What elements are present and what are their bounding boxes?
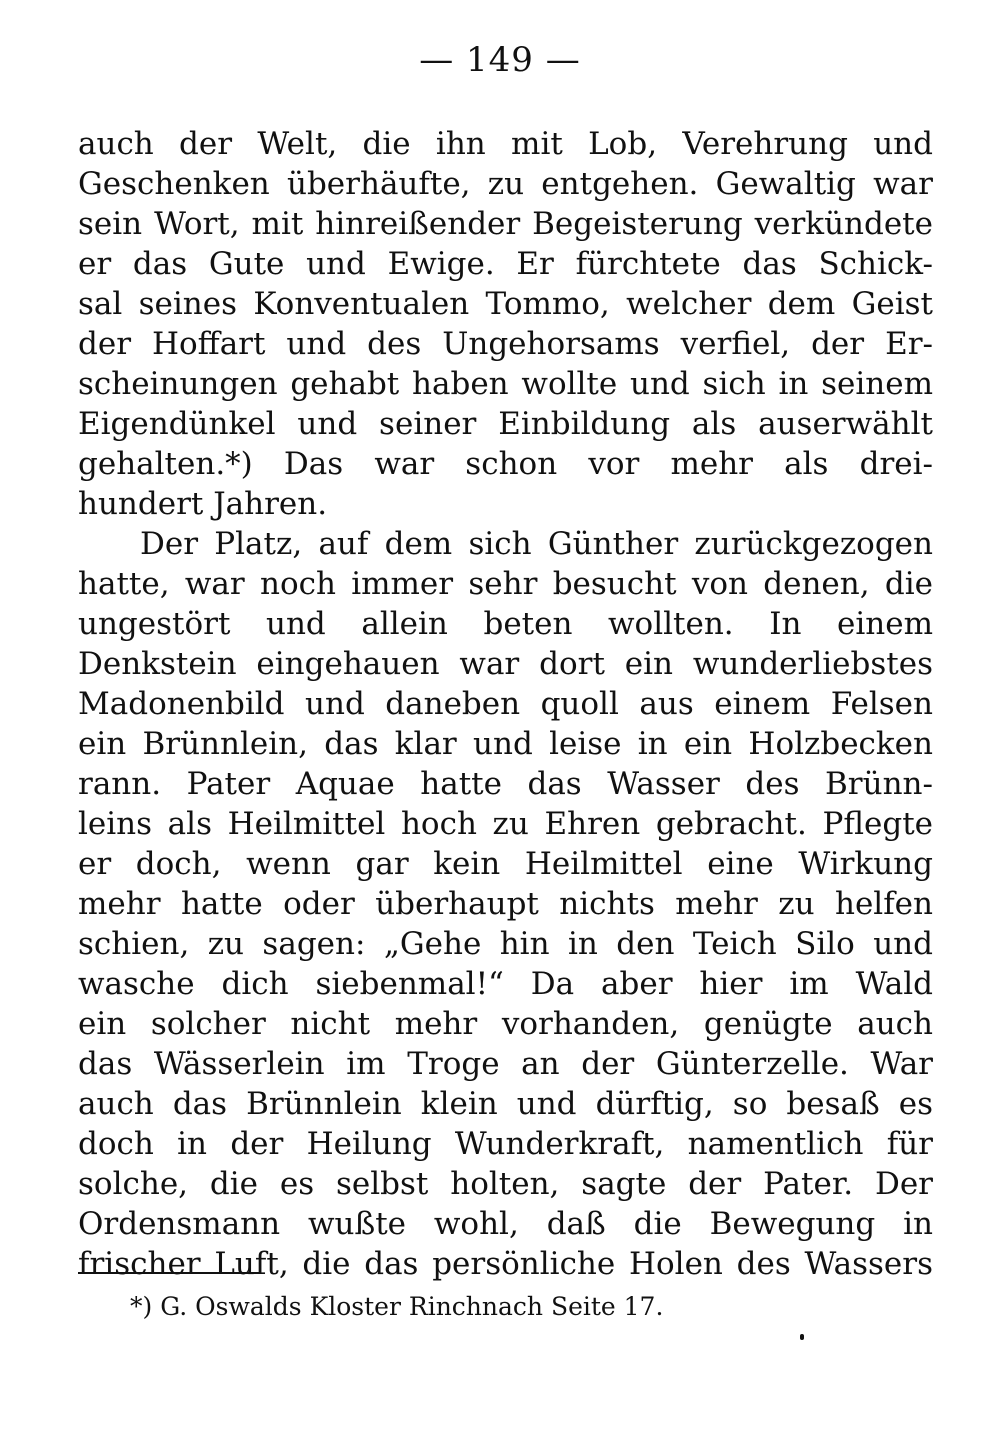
text-line: Denkstein eingehauen war dort ein wunderliebstes: [78, 646, 933, 682]
text-line: rann. Pater Aquae hatte das Wasser des Brünn-: [78, 766, 933, 802]
text-line: der Hoffart und des Ungehorsams verfiel, der Er-: [78, 326, 933, 362]
text-line: er doch, wenn gar kein Heilmittel eine Wirkung: [78, 846, 933, 882]
text-line: scheinungen gehabt haben wollte und sich in seinem: [78, 366, 933, 402]
text-line: gehalten.*) Das war schon vor mehr als drei-: [78, 446, 933, 482]
text-line: sein Wort, mit hinreißender Begeisterung verkündete: [78, 206, 933, 242]
page-number: — 149 —: [419, 40, 581, 80]
text-line: mehr hatte oder überhaupt nichts mehr zu helfen: [78, 886, 933, 922]
text-line: Der Platz, auf dem sich Günther zurückgezogen: [140, 526, 933, 562]
text-line: ungestört und allein beten wollten. In einem: [78, 606, 933, 642]
text-line: sal seines Konventualen Tommo, welcher dem Geist: [78, 286, 933, 322]
footnote: *) G. Oswalds Kloster Rinchnach Seite 17.: [130, 1292, 664, 1321]
ink-speck: [800, 1334, 804, 1340]
footnote-divider: [78, 1272, 260, 1274]
body-text: [78, 124, 933, 1284]
text-line: auch das Brünnlein klein und dürftig, so besaß es: [78, 1086, 933, 1122]
text-line: wasche dich siebenmal!“ Da aber hier im Wald: [78, 966, 933, 1002]
text-line: Eigendünkel und seiner Einbildung als auserwählt: [78, 406, 933, 442]
text-line: hundert Jahren.: [78, 486, 328, 522]
text-line: frischer Luft, die das persönliche Holen des Wassers: [78, 1246, 933, 1282]
text-line: das Wässerlein im Troge an der Günterzelle. War: [78, 1046, 933, 1082]
text-line: schien, zu sagen: „Gehe hin in den Teich Silo und: [78, 926, 933, 962]
text-line: Ordensmann wußte wohl, daß die Bewegung in: [78, 1206, 933, 1242]
text-line: Geschenken überhäufte, zu entgehen. Gewaltig war: [78, 166, 933, 202]
text-line: hatte, war noch immer sehr besucht von denen, die: [78, 566, 933, 602]
text-line: solche, die es selbst holten, sagte der Pater. Der: [78, 1166, 933, 1202]
text-line: ein solcher nicht mehr vorhanden, genügte auch: [78, 1006, 933, 1042]
text-line: auch der Welt, die ihn mit Lob, Verehrung und: [78, 126, 933, 162]
text-line: doch in der Heilung Wunderkraft, namentlich für: [78, 1126, 933, 1162]
text-line: ein Brünnlein, das klar und leise in ein Holzbecken: [78, 726, 933, 762]
text-line: Madonenbild und daneben quoll aus einem Felsen: [78, 686, 933, 722]
text-line: leins als Heilmittel hoch zu Ehren gebracht. Pflegte: [78, 806, 933, 842]
text-line: er das Gute und Ewige. Er fürchtete das Schick-: [78, 246, 933, 282]
